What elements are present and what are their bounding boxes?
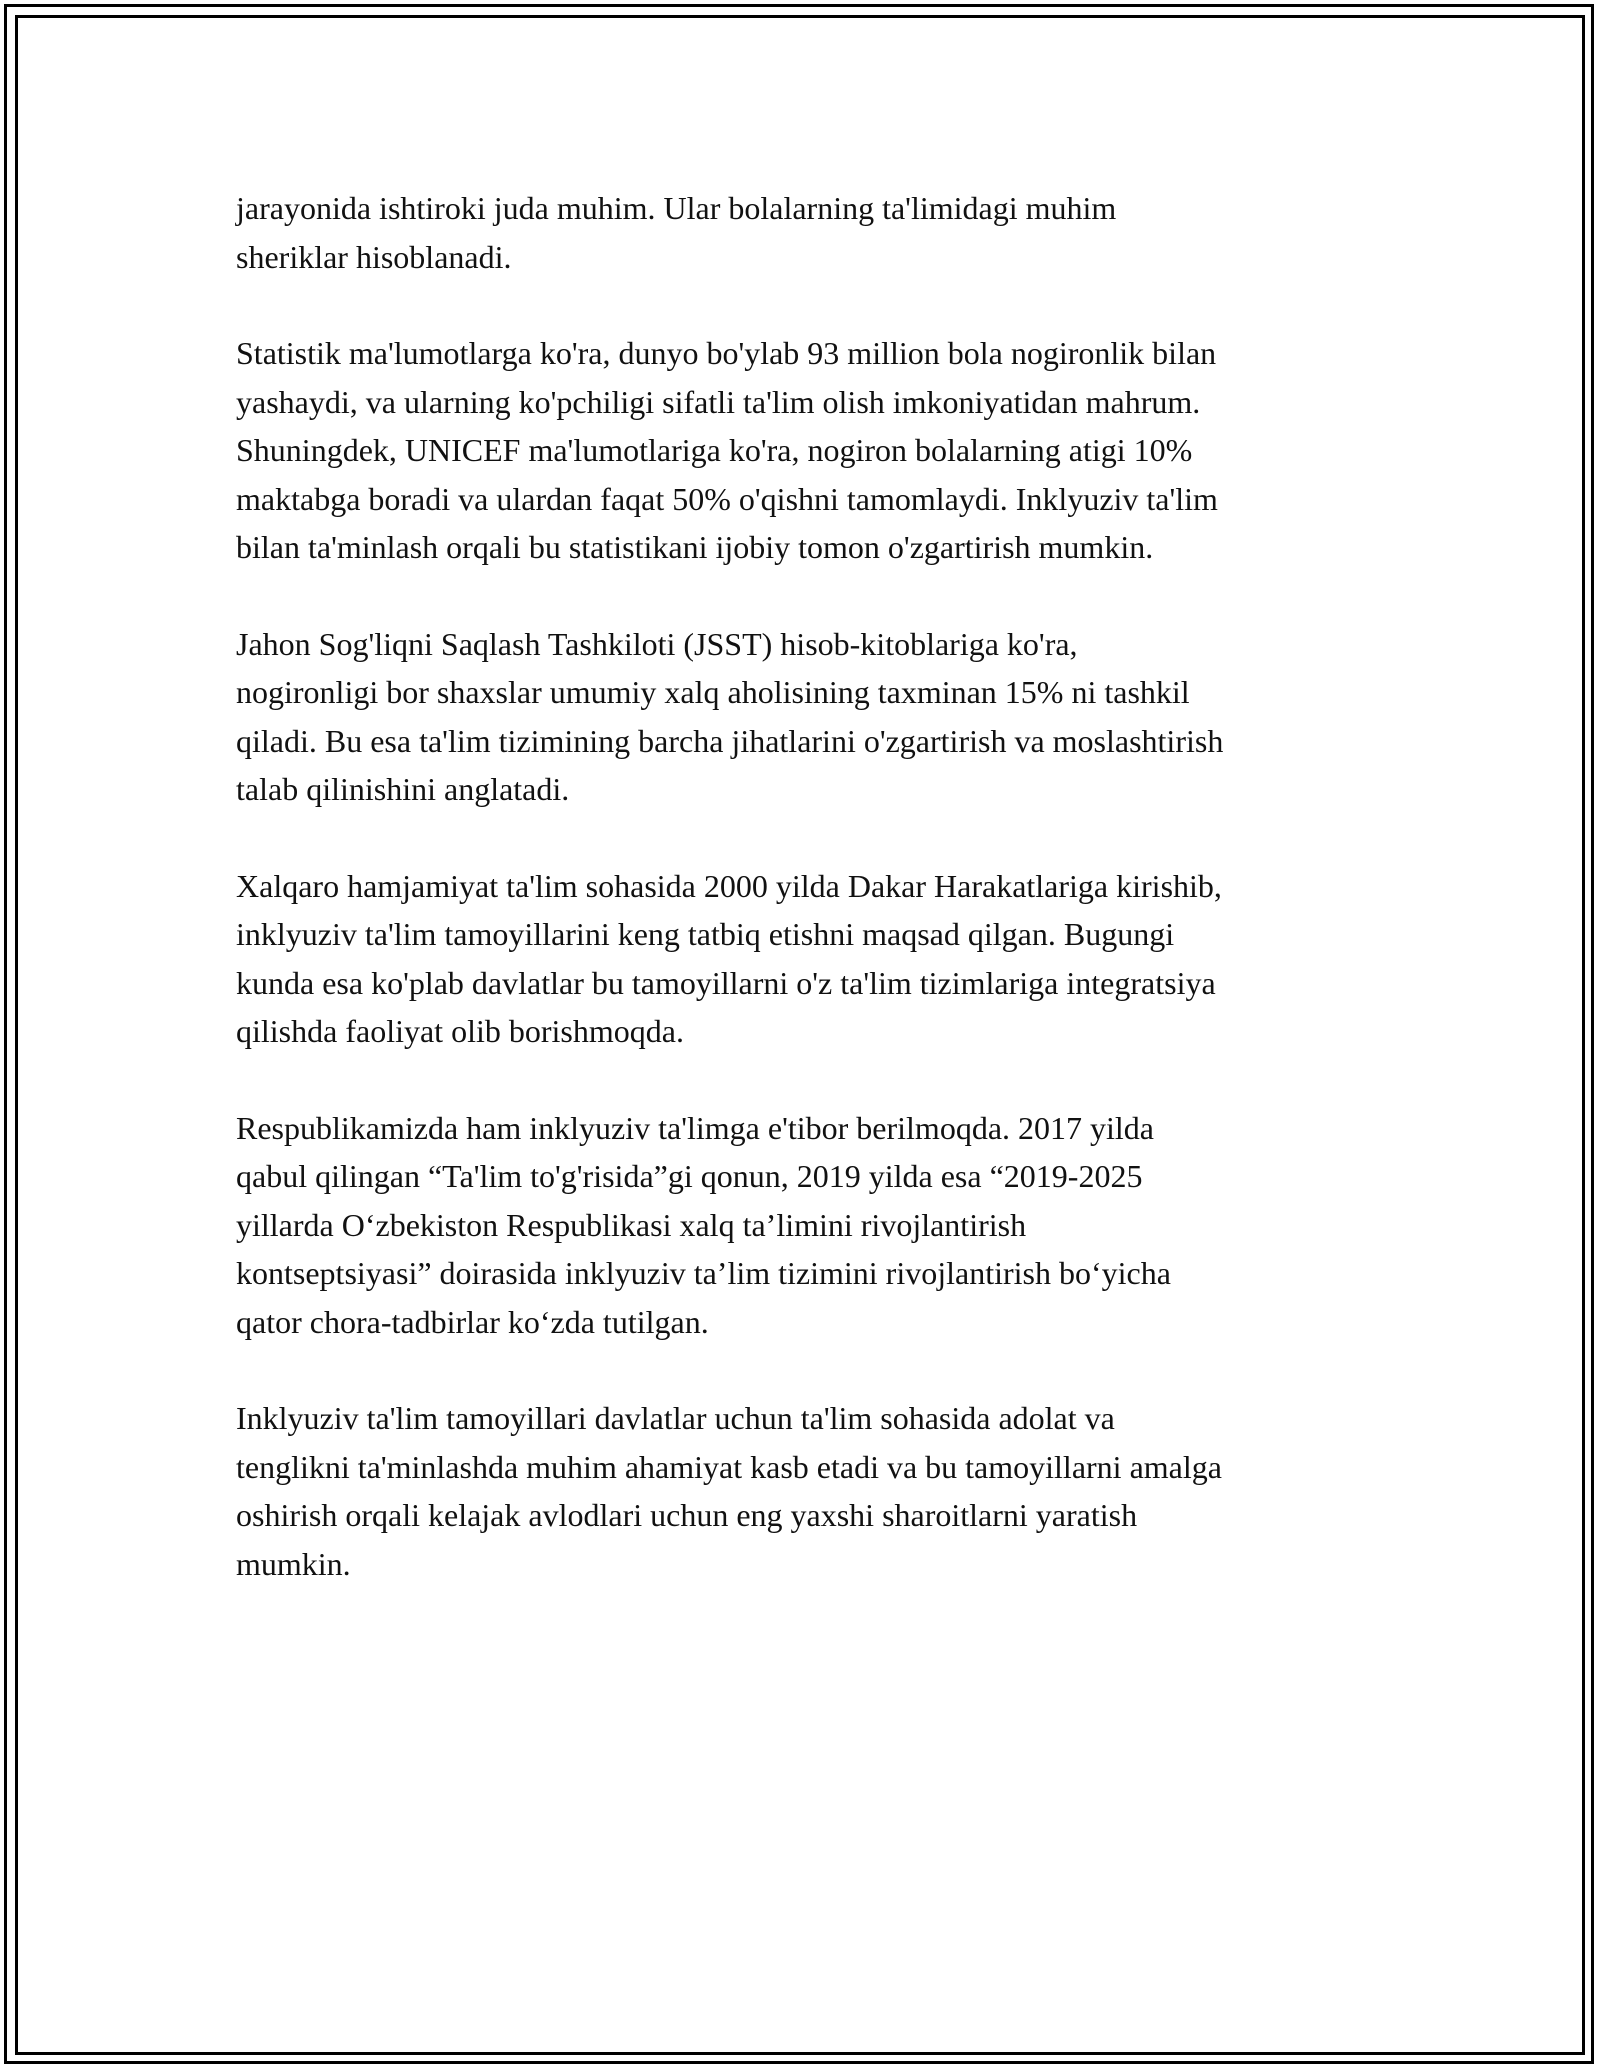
text-line: Xalqaro hamjamiyat ta'lim sohasida 2000 yilda Dakar Harakatlariga kirishib,	[236, 867, 1222, 904]
text-line: yashaydi, va ularning ko'pchiligi sifatli ta'lim olish imkoniyatidan mahrum.	[236, 383, 1201, 420]
text-line: sheriklar hisoblanadi.	[236, 238, 512, 275]
text-line: Jahon Sog'liqni Saqlash Tashkiloti (JSST) hisob-kitoblariga ko'ra,	[236, 625, 1078, 662]
text-line: qiladi. Bu esa ta'lim tizimining barcha jihatlarini o'zgartirish va moslashtirish	[236, 722, 1224, 759]
text-line: kunda esa ko'plab davlatlar bu tamoyillarni o'z ta'lim tizimlariga integratsiya	[236, 964, 1216, 1001]
text-line: Inklyuziv ta'lim tamoyillari davlatlar uchun ta'lim sohasida adolat va	[236, 1400, 1115, 1436]
text-line: maktabga boradi va ulardan faqat 50% o'qishni tamomlaydi. Inklyuziv ta'lim	[236, 480, 1218, 517]
text-line: talab qilinishini anglatadi.	[236, 771, 570, 807]
paragraph-5	[236, 1104, 1376, 1347]
text-line: Statistik ma'lumotlarga ko'ra, dunyo bo'ylab 93 million bola nogironlik bilan	[236, 335, 1217, 371]
text-line: Shuningdek, UNICEF ma'lumotlariga ko'ra, nogiron bolalarning atigi 10%	[236, 432, 1193, 468]
text-line: kontseptsiyasi” doirasida inklyuziv ta’lim tizimini rivojlantirish bo‘yicha	[236, 1255, 1171, 1291]
paragraph-6	[236, 1394, 1376, 1588]
text-line: mumkin.	[236, 1545, 351, 1582]
text-line: bilan ta'minlash orqali bu statistikani ijobiy tomon o'zgartirish mumkin.	[236, 529, 1154, 565]
paragraph-4	[236, 862, 1376, 1056]
text-line: yillarda O‘zbekiston Respublikasi xalq ta’limini rivojlantirish	[236, 1206, 1027, 1243]
paragraph-3	[236, 620, 1376, 814]
text-line: oshirish orqali kelajak avlodlari uchun eng yaxshi sharoitlarni yaratish	[236, 1497, 1138, 1533]
text-line: qilishda faoliyat olib borishmoqda.	[236, 1013, 684, 1049]
text-line: nogironligi bor shaxslar umumiy xalq aholisining taxminan 15% ni tashkil	[236, 674, 1190, 710]
paragraph-2	[236, 329, 1376, 572]
document-body	[236, 184, 1376, 1636]
text-line: jarayonida ishtiroki juda muhim. Ular bolalarning ta'limidagi muhim	[236, 190, 1117, 226]
text-line: Respublikamizda ham inklyuziv ta'limga e'tibor berilmoqda. 2017 yilda	[236, 1109, 1154, 1146]
paragraph-1	[236, 184, 1376, 281]
text-line: qator chora-tadbirlar ko‘zda tutilgan.	[236, 1303, 709, 1340]
text-line: tenglikni ta'minlashda muhim ahamiyat kasb etadi va bu tamoyillarni amalga	[236, 1448, 1222, 1485]
text-line: qabul qilingan “Ta'lim to'g'risida”gi qonun, 2019 yilda esa “2019-2025	[236, 1158, 1143, 1194]
text-line: inklyuziv ta'lim tamoyillarini keng tatbiq etishni maqsad qilgan. Bugungi	[236, 916, 1175, 952]
